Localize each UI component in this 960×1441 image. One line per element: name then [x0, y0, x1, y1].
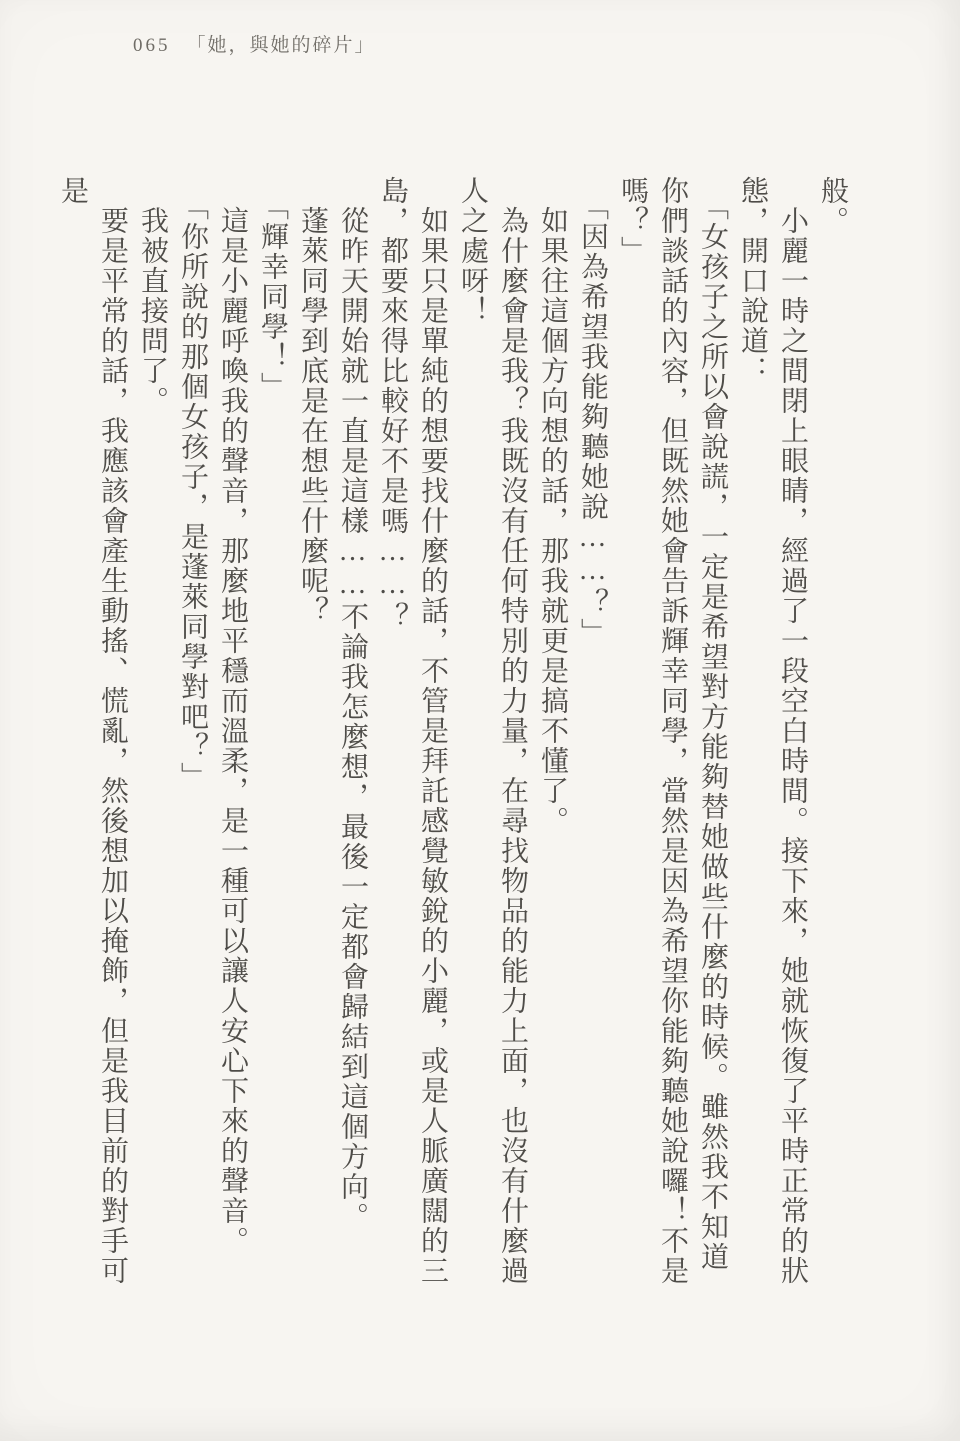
paragraph-dialogue: 「輝幸同學！」 — [257, 176, 288, 402]
paragraph-dialogue: 「你所說的那個女孩子，是蓬萊同學對吧？」 — [177, 176, 208, 792]
paragraph: 如果只是單純的想要找什麼的話，不管是拜託感覺敏銳的小麗，或是人脈廣闊的三島，都要來得比較好不是嗎……？ — [377, 176, 448, 1286]
paragraph-dialogue: 「女孩子之所以會說謊，一定是希望對方能夠替她做些什麼的時候。雖然我不知道你們談話的內容，但既然她會告訴輝幸同學，當然是因為希望你能夠聽她說囉！不是嗎？」 — [617, 176, 728, 1286]
page-number: 065 — [133, 35, 171, 56]
paragraph: 我被直接問了。 — [137, 176, 168, 416]
paragraph: 從昨天開始就一直是這樣……不論我怎麼想，最後一定都會歸結到這個方向。 — [337, 176, 368, 1232]
chapter-title: 「她，與她的碎片」 — [186, 35, 376, 56]
paragraph: 蓬萊同學到底是在想些什麼呢？ — [297, 176, 328, 626]
paragraph: 小麗一時之間閉上眼睛，經過了一段空白時間。接下來，她就恢復了平時正常的狀態，開口說道： — [737, 176, 808, 1286]
paragraph: 要是平常的話，我應該會產生動搖、慌亂，然後想加以掩飾，但是我目前的對手可是 — [57, 176, 128, 1286]
paragraph-dialogue: 「因為希望我能夠聽她說……？」 — [577, 176, 608, 648]
running-head — [133, 30, 376, 57]
body-text-block — [57, 176, 852, 1296]
paragraph: 為什麼會是我？我既沒有任何特別的力量，在尋找物品的能力上面，也沒有什麼過人之處呀！ — [457, 176, 528, 1286]
paragraph: 如果往這個方向想的話，那我就更是搞不懂了。 — [537, 176, 568, 836]
paragraph: 這是小麗呼喚我的聲音，那麼地平穩而溫柔，是一種可以讓人安心下來的聲音。 — [217, 176, 248, 1256]
paragraph-continuation: 般。 — [817, 176, 848, 236]
